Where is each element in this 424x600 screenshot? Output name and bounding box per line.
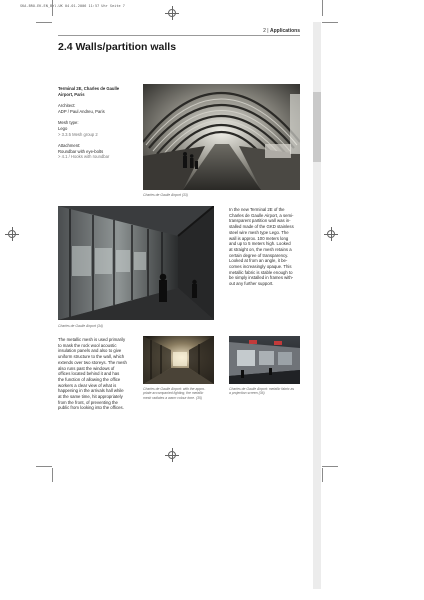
photo-terminal-hall [143, 84, 300, 190]
caption-photo-4: Charles de Gaulle Airport: metallic fabric as a projection screen (36) [229, 387, 295, 396]
registration-mark-top [167, 8, 177, 18]
project-name-line2: Airport, Paris [58, 91, 85, 97]
section-number: 2 [263, 28, 266, 34]
registration-mark-left [7, 229, 17, 239]
registration-mark-right [326, 229, 336, 239]
section-title: Applications [269, 28, 300, 34]
attachment-label: Attachment: [58, 143, 81, 149]
architect-value: ADP / Paul Andreu, Paris [58, 108, 105, 114]
project-name-line1: Terminal 2E, Charles de Gaulle [58, 86, 120, 91]
caption-photo-3: Charles de Gaulle Airport: with the appro- priate accompanied lighting, the metallic mesh radiates a warm colour tone. (35) [143, 387, 206, 400]
photo-lit-corridor [143, 336, 214, 384]
caption-photo-2: Charles de Gaulle Airport (34) [58, 324, 103, 328]
description-left: The metallic mesh is used primarily to mask the rock wool acoustic insulation panels and also to give uniform structure to the wall, which extends over two storeys. The mesh also runs past the windows of offices located behind it and has the function of allowing the office workers a clear view of what is happening in the arrivals hall while at the same time, hit appropriately from the front, of preventing the public from looking into the offices. [58, 337, 127, 411]
attachment-value: Roundbar with eye-bolts [58, 148, 104, 154]
header-rule [58, 35, 300, 36]
print-slug: SKA-BRO-EK-EN_Bel-UK 04.01.2006 11:57 Uhr Seite 7 [20, 4, 125, 8]
section-separator: | [267, 28, 269, 34]
project-info [58, 86, 136, 166]
caption-photo-1: Charles de Gaulle Airport (33) [143, 193, 188, 197]
attachment-reference: > 4.1 / Hooks with roundbar [58, 154, 110, 160]
description-right: In the new Terminal 2E of the Charles de Gaulle Airport, a semi- transparent partition wall was in- stalled made of the GKD stainless steel wire mesh type Lego. The wall is approx. 100 meters long and up to 5 meters high. Looked at straight on, the mesh retains a certain degree of transparency. Looked at from an angle, it be- comes increasingly opaque. This metallic fabric is stable enough to be simply installed in frames with- out any further support. [229, 207, 294, 287]
page-title: 2.4 Walls/partition walls [58, 41, 177, 53]
mesh-reference: > 3.3.5 Mesh group 2 [58, 131, 98, 137]
photo-projection-screen [229, 336, 300, 384]
photo-mesh-corridor [58, 206, 214, 320]
architect-label: Architect: [58, 103, 76, 109]
mesh-label: Mesh type: [58, 120, 79, 126]
registration-mark-bottom [167, 450, 177, 460]
section-header [200, 28, 300, 34]
scrollbar-thumb[interactable] [313, 92, 321, 162]
mesh-value: Lego [58, 125, 68, 131]
